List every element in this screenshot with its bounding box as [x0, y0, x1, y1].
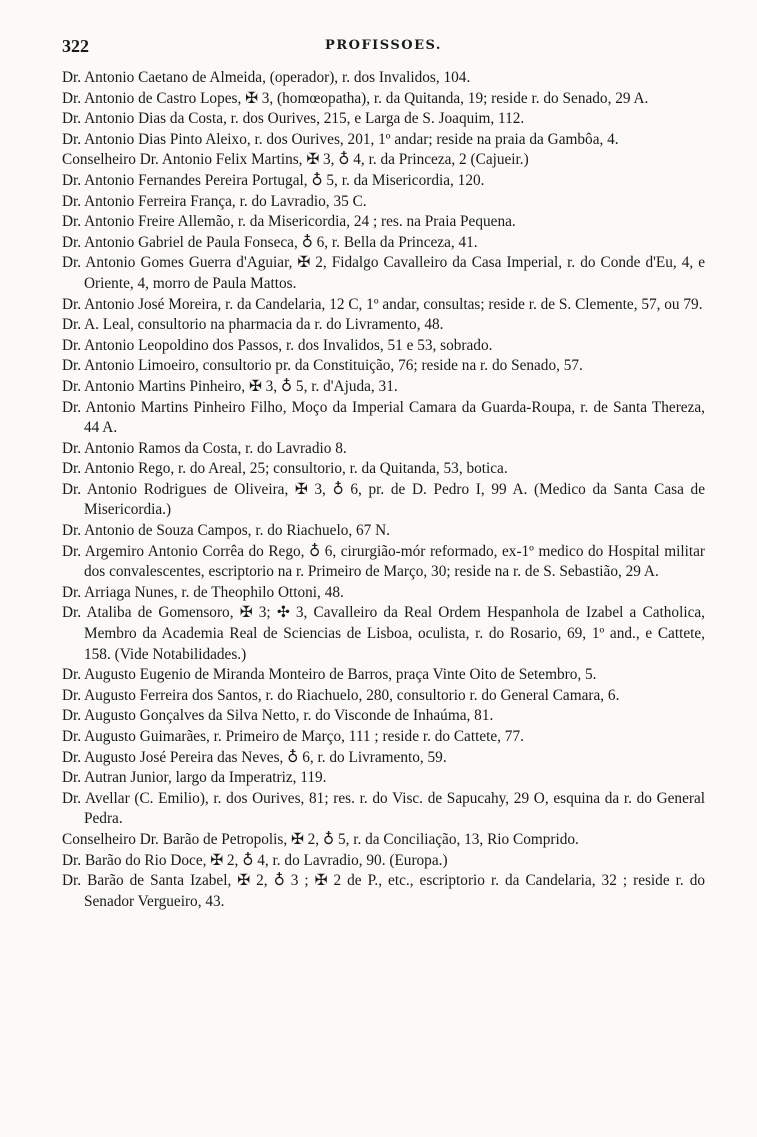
directory-entry: Dr. Autran Junior, largo da Imperatriz, 119.: [62, 769, 327, 787]
directory-entry: Dr. Barão do Rio Doce, ✠ 2, ♁ 4, r. do Lavradio, 90. (Europa.): [62, 851, 448, 869]
directory-entry: Dr. Argemiro Antonio Corrêa do Rego, ♁ 6, cirurgião-mór reformado, ex-1º medico do Hospital militar dos convalescentes, escriptorio na r. Primeiro de Março, 30; reside na r. de S. Sebastião, 29 A.: [62, 542, 705, 581]
directory-entry: Dr. Antonio Martins Pinheiro, ✠ 3, ♁ 5, r. d'Ajuda, 31.: [62, 377, 398, 395]
directory-entry: Dr. Antonio de Castro Lopes, ✠ 3, (homœopatha), r. da Quitanda, 19; reside r. do Senado, 29 A.: [62, 89, 649, 107]
directory-entry: Dr. Augusto Gonçalves da Silva Netto, r. do Visconde de Inhaúma, 81.: [62, 707, 494, 725]
directory-entry: Dr. Augusto Eugenio de Miranda Monteiro de Barros, praça Vinte Oito de Setembro, 5.: [62, 666, 597, 684]
directory-entry: Dr. Antonio Freire Allemão, r. da Misericordia, 24 ; res. na Praia Pequena.: [62, 213, 516, 231]
directory-entry: Dr. Antonio Ferreira França, r. do Lavradio, 35 C.: [62, 192, 367, 210]
directory-entry: Conselheiro Dr. Antonio Felix Martins, ✠ 3, ♁ 4, r. da Princeza, 2 (Cajueir.): [62, 151, 529, 169]
directory-entries: [62, 68, 705, 912]
directory-entry: Dr. Antonio Leopoldino dos Passos, r. dos Invalidos, 51 e 53, sobrado.: [62, 336, 493, 354]
directory-entry: Conselheiro Dr. Barão de Petropolis, ✠ 2, ♁ 5, r. da Conciliação, 13, Rio Comprido.: [62, 830, 579, 848]
directory-entry: Dr. Antonio Gabriel de Paula Fonseca, ♁ 6, r. Bella da Princeza, 41.: [62, 233, 478, 251]
directory-entry: Dr. Antonio Dias Pinto Aleixo, r. dos Ourives, 201, 1º andar; reside na praia da Gambôa, 4.: [62, 130, 619, 148]
directory-entry: Dr. Antonio Fernandes Pereira Portugal, ♁ 5, r. da Misericordia, 120.: [62, 171, 485, 189]
directory-entry: Dr. Augusto Guimarães, r. Primeiro de Março, 111 ; reside r. do Cattete, 77.: [62, 728, 524, 745]
directory-entry: Dr. Ataliba de Gomensoro, ✠ 3; ✣ 3, Cavalleiro da Real Ordem Hespanhola de Izabel a Catholica, Membro da Academia Real de Sciencias de Lisboa, oculista, r. do Rosario, 69, 1º and., e Cattete, 158. (Vide Notabilidades.): [62, 604, 705, 663]
directory-entry: Dr. Antonio Martins Pinheiro Filho, Moço da Imperial Camara da Guarda-Roupa, r. de Santa Thereza, 44 A.: [62, 398, 705, 437]
page-header: [62, 36, 705, 62]
directory-entry: Dr. Antonio Rodrigues de Oliveira, ✠ 3, ♁ 6, pr. de D. Pedro I, 99 A. (Medico da Santa Casa de Misericordia.): [62, 480, 705, 519]
directory-entry: Dr. Antonio de Souza Campos, r. do Riachuelo, 67 N.: [62, 522, 391, 540]
directory-entry: Dr. Antonio Caetano de Almeida, (operador), r. dos Invalidos, 104.: [62, 69, 471, 86]
directory-entry: Dr. A. Leal, consultorio na pharmacia da r. do Livramento, 48.: [62, 316, 444, 334]
running-title: PROFISSOES.: [325, 38, 442, 53]
directory-entry: Dr. Antonio Gomes Guerra d'Aguiar, ✠ 2, Fidalgo Cavalleiro da Casa Imperial, r. do Conde d'Eu, 4, e Oriente, 4, morro de Paula Mattos.: [62, 254, 705, 292]
directory-entry: Dr. Antonio José Moreira, r. da Candelaria, 12 C, 1º andar, consultas; reside r. de S. Clemente, 57, ou 79.: [62, 295, 703, 313]
directory-entry: Dr. Arriaga Nunes, r. de Theophilo Ottoni, 48.: [62, 583, 344, 601]
directory-entry: Dr. Antonio Ramos da Costa, r. do Lavradio 8.: [62, 439, 347, 457]
page-number: 322: [62, 36, 89, 56]
directory-entry: Dr. Avellar (C. Emilio), r. dos Ourives, 81; res. r. do Visc. de Sapucahy, 29 O, esquina da r. do General Pedra.: [62, 789, 705, 828]
directory-entry: Dr. Augusto José Pereira das Neves, ♁ 6, r. do Livramento, 59.: [62, 748, 447, 766]
directory-entry: Dr. Antonio Dias da Costa, r. dos Ourives, 215, e Larga de S. Joaquim, 112.: [62, 110, 525, 128]
directory-entry: Dr. Antonio Limoeiro, consultorio pr. da Constituição, 76; reside na r. do Senado, 57.: [62, 357, 583, 375]
directory-entry: Dr. Augusto Ferreira dos Santos, r. do Riachuelo, 280, consultorio r. do General Camara, 6.: [62, 686, 620, 704]
directory-entry: Dr. Antonio Rego, r. do Areal, 25; consultorio, r. da Quitanda, 53, botica.: [62, 460, 508, 478]
directory-entry: Dr. Barão de Santa Izabel, ✠ 2, ♁ 3 ; ✠ 2 de P., etc., escriptorio r. da Candelaria, 32 ; reside r. do Senador Vergueiro, 43.: [62, 872, 705, 910]
